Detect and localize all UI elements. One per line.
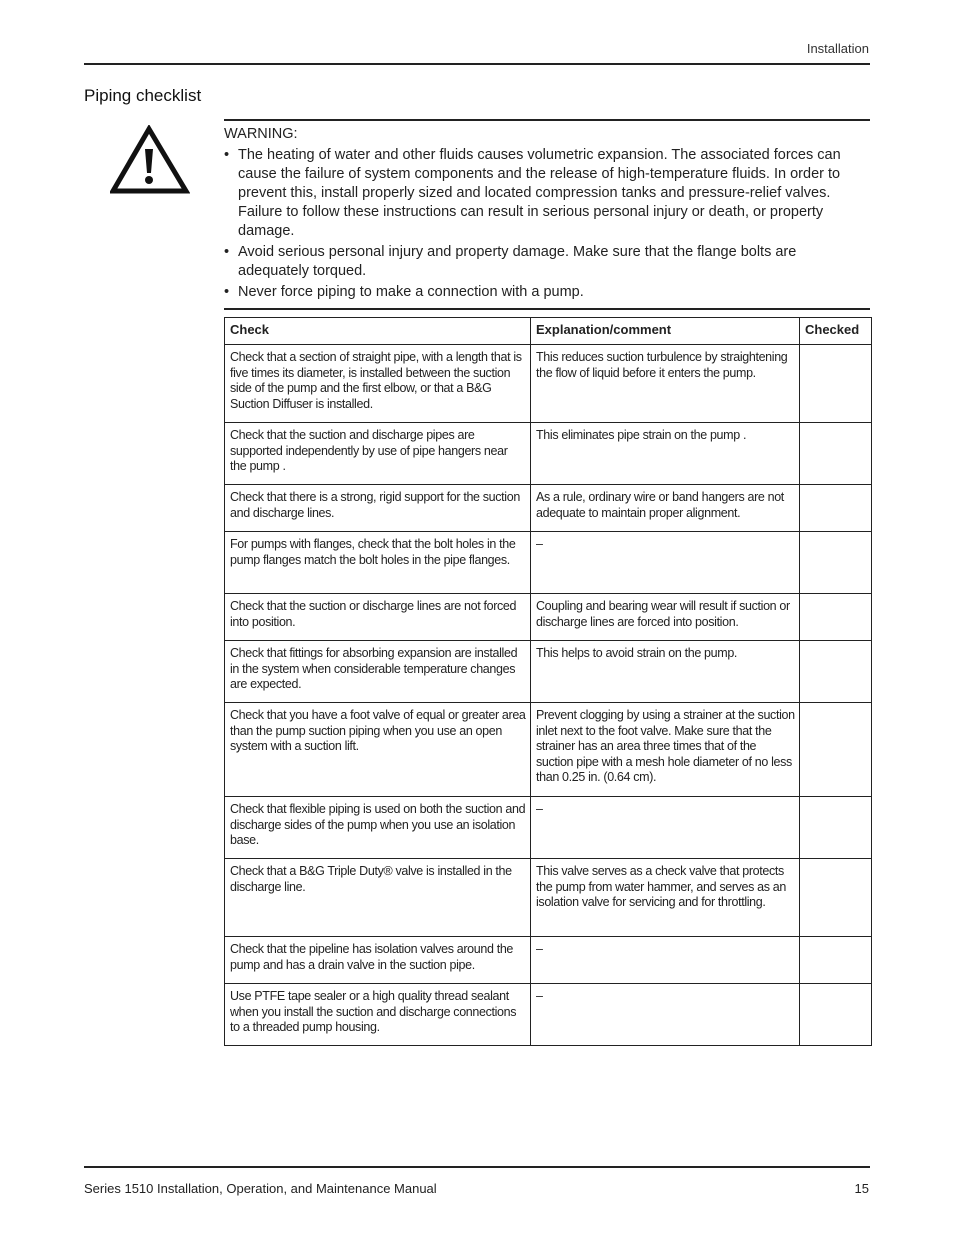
checked-cell[interactable]	[800, 641, 872, 703]
warning-label: WARNING:	[224, 126, 298, 142]
warning-item	[224, 146, 870, 241]
checked-cell[interactable]	[800, 594, 872, 641]
footer-manual-title: Series 1510 Installation, Operation, and Maintenance Manual	[84, 1181, 437, 1196]
checked-cell[interactable]	[800, 937, 872, 984]
check-cell: Use PTFE tape sealer or a high quality thread sealant when you install the suction and discharge connections to a threaded pump housing.	[225, 984, 531, 1046]
check-cell: Check that you have a foot valve of equal or greater area than the pump suction piping when you use an open system with a suction lift.	[225, 703, 531, 797]
check-cell: For pumps with flanges, check that the bolt holes in the pump flanges match the bolt holes in the pipe flanges.	[225, 532, 531, 594]
table-row	[225, 859, 872, 937]
warning-box	[224, 119, 870, 310]
explanation-cell: This helps to avoid strain on the pump.	[531, 641, 800, 703]
checked-cell[interactable]	[800, 703, 872, 797]
table-row	[225, 345, 872, 423]
checked-cell[interactable]	[800, 797, 872, 859]
explanation-cell: This valve serves as a check valve that protects the pump from water hammer, and serves as an isolation valve for servicing and for throttling.	[531, 859, 800, 937]
check-cell: Check that fittings for absorbing expansion are installed in the system when considerable temperature changes are expected.	[225, 641, 531, 703]
footer-divider	[84, 1166, 870, 1168]
warning-item-text: Avoid serious personal injury and property damage. Make sure that the flange bolts are adequately torqued.	[238, 244, 797, 279]
table-row	[225, 423, 872, 485]
table-header-row	[225, 318, 872, 345]
checked-cell[interactable]	[800, 485, 872, 532]
warning-item	[224, 283, 870, 302]
checked-cell[interactable]	[800, 423, 872, 485]
explanation-cell: As a rule, ordinary wire or band hangers are not adequate to maintain proper alignment.	[531, 485, 800, 532]
page-number: 15	[854, 1181, 869, 1196]
check-cell: Check that flexible piping is used on both the suction and discharge sides of the pump when you use an isolation base.	[225, 797, 531, 859]
bullet-icon: •	[224, 244, 230, 260]
table-row	[225, 984, 872, 1046]
explanation-cell: Coupling and bearing wear will result if suction or discharge lines are forced into position.	[531, 594, 800, 641]
explanation-cell: –	[531, 797, 800, 859]
explanation-cell: This eliminates pipe strain on the pump .	[531, 423, 800, 485]
explanation-cell: –	[531, 532, 800, 594]
warning-list	[224, 146, 870, 302]
bullet-icon: •	[224, 147, 230, 163]
warning-triangle-icon	[110, 125, 190, 195]
checked-cell[interactable]	[800, 859, 872, 937]
warning-item	[224, 243, 870, 281]
table-row	[225, 594, 872, 641]
page-title: Piping checklist	[84, 86, 202, 105]
warning-item-text: Never force piping to make a connection with a pump.	[238, 284, 584, 300]
table-row	[225, 485, 872, 532]
check-cell: Check that a B&G Triple Duty® valve is installed in the discharge line.	[225, 859, 531, 937]
running-header: Installation	[806, 41, 869, 56]
check-cell: Check that there is a strong, rigid support for the suction and discharge lines.	[225, 485, 531, 532]
table-row	[225, 532, 872, 594]
checked-cell[interactable]	[800, 532, 872, 594]
check-cell: Check that the suction and discharge pipes are supported independently by use of pipe hangers near the pump .	[225, 423, 531, 485]
table-row	[225, 641, 872, 703]
piping-checklist-table	[224, 317, 872, 1046]
explanation-cell: –	[531, 984, 800, 1046]
check-cell: Check that the pipeline has isolation valves around the pump and has a drain valve in the suction pipe.	[225, 937, 531, 984]
explanation-cell: This reduces suction turbulence by straightening the flow of liquid before it enters the pump.	[531, 345, 800, 423]
table-row	[225, 797, 872, 859]
explanation-cell: –	[531, 937, 800, 984]
check-cell: Check that the suction or discharge lines are not forced into position.	[225, 594, 531, 641]
column-header-checked: Checked	[800, 318, 872, 345]
checked-cell[interactable]	[800, 345, 872, 423]
warning-item-text: The heating of water and other fluids causes volumetric expansion. The associated forces can cause the failure of system components and the release of high-temperature fluids. In order to prevent this, install properly sized and located compression tanks and pressure-relief valves. Failure to follow these instructions can result in serious personal injury or death, or property damage.	[238, 147, 841, 239]
header-divider	[84, 63, 870, 65]
explanation-cell: Prevent clogging by using a strainer at the suction inlet next to the foot valve. Make sure that the strainer has an area three times that of the suction pipe with a mesh hole diameter of no less than 0.25 in. (0.64 cm).	[531, 703, 800, 797]
bullet-icon: •	[224, 284, 230, 300]
column-header-explanation: Explanation/comment	[531, 318, 800, 345]
checked-cell[interactable]	[800, 984, 872, 1046]
column-header-check: Check	[225, 318, 531, 345]
table-row	[225, 937, 872, 984]
check-cell: Check that a section of straight pipe, with a length that is five times its diameter, is installed between the suction side of the pump and the first elbow, or that a B&G Suction Diffuser is installed.	[225, 345, 531, 423]
table-row	[225, 703, 872, 797]
